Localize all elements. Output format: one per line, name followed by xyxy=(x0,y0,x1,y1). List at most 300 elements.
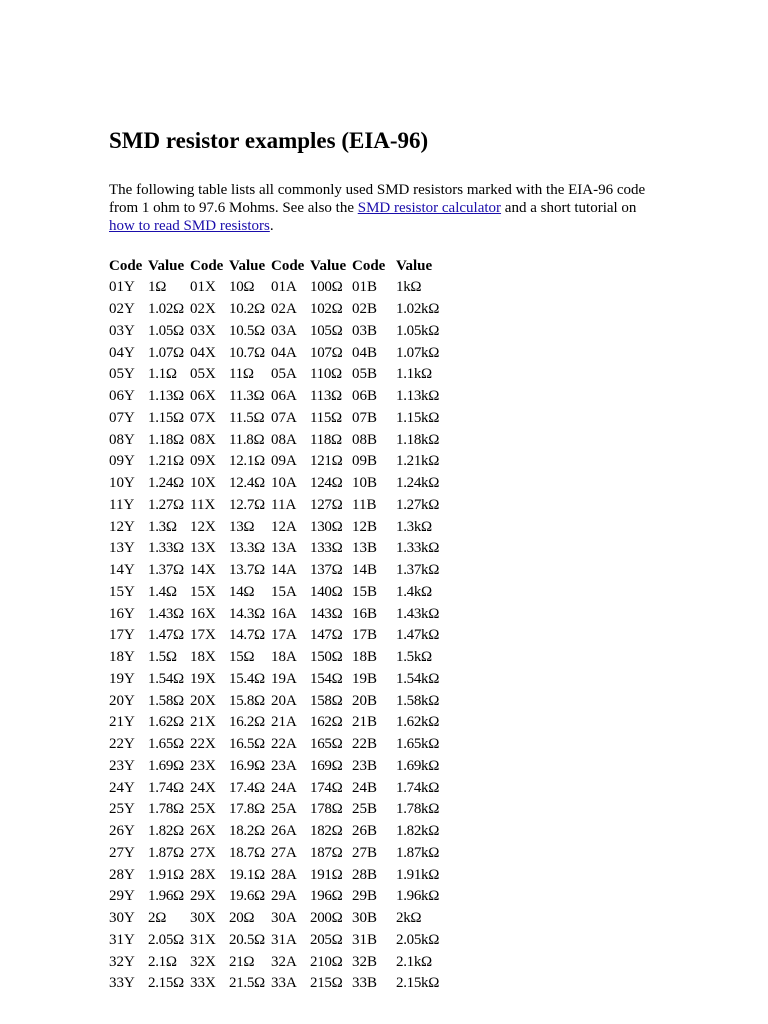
code-cell: 21B xyxy=(352,714,378,731)
code-cell: 04B xyxy=(352,344,378,361)
value-cell: 191Ω xyxy=(310,866,343,883)
table-header-row xyxy=(109,256,456,277)
value-cell: 2.05Ω xyxy=(148,931,184,948)
value-cell: 165Ω xyxy=(310,736,343,753)
value-cell: 1.87Ω xyxy=(148,844,184,861)
smd-resistor-calculator-link[interactable]: SMD resistor calculator xyxy=(357,200,502,216)
table-row xyxy=(109,669,456,691)
value-cell: 1.05Ω xyxy=(148,322,184,339)
code-cell: 26Y xyxy=(109,823,135,840)
code-cell: 22B xyxy=(352,736,378,753)
value-cell: 15.4Ω xyxy=(229,670,265,687)
code-cell: 24A xyxy=(271,779,297,796)
code-cell: 29B xyxy=(352,888,378,905)
code-cell: 10X xyxy=(190,475,216,492)
code-cell: 01A xyxy=(271,279,297,296)
value-cell: 1.33kΩ xyxy=(396,540,440,557)
value-cell: 205Ω xyxy=(310,931,343,948)
value-cell: 10.2Ω xyxy=(229,301,265,318)
code-cell: 19A xyxy=(271,670,297,687)
code-cell: 03X xyxy=(190,322,216,339)
value-cell: 1.87kΩ xyxy=(396,844,440,861)
code-cell: 32A xyxy=(271,953,297,970)
code-cell: 02Y xyxy=(109,301,135,318)
how-to-read-smd-resistors-link[interactable]: how to read SMD resistors xyxy=(109,218,270,234)
code-cell: 02B xyxy=(352,301,378,318)
value-cell: 1.47kΩ xyxy=(396,627,440,644)
value-cell: 1.74kΩ xyxy=(396,779,440,796)
value-cell: 14.7Ω xyxy=(229,627,265,644)
value-cell: 1.5kΩ xyxy=(396,649,432,666)
code-cell: 27A xyxy=(271,844,297,861)
code-cell: 16Y xyxy=(109,605,135,622)
value-cell: 21Ω xyxy=(229,953,255,970)
value-cell: 196Ω xyxy=(310,888,343,905)
value-cell: 1.27Ω xyxy=(148,496,184,513)
table-row xyxy=(109,408,456,430)
code-cell: 02A xyxy=(271,301,297,318)
table-row xyxy=(109,538,456,560)
value-cell: 1.65Ω xyxy=(148,736,184,753)
value-cell: 20Ω xyxy=(229,910,255,927)
code-cell: 05A xyxy=(271,366,297,383)
value-cell: 16.5Ω xyxy=(229,736,265,753)
value-cell: 16.9Ω xyxy=(229,757,265,774)
code-cell: 14A xyxy=(271,562,297,579)
code-cell: 23Y xyxy=(109,757,135,774)
table-row xyxy=(109,973,456,995)
value-cell: 21.5Ω xyxy=(229,975,265,992)
code-cell: 11A xyxy=(271,496,297,513)
value-cell: 1.21kΩ xyxy=(396,453,440,470)
value-cell: 1.96kΩ xyxy=(396,888,440,905)
code-cell: 16B xyxy=(352,605,378,622)
value-cell: 133Ω xyxy=(310,540,343,557)
table-row xyxy=(109,843,456,865)
code-cell: 05B xyxy=(352,366,378,383)
table-row xyxy=(109,908,456,930)
code-cell: 20X xyxy=(190,692,216,709)
value-cell: 12.1Ω xyxy=(229,453,265,470)
code-cell: 10B xyxy=(352,475,378,492)
value-cell: 14.3Ω xyxy=(229,605,265,622)
table-row xyxy=(109,777,456,799)
value-cell: 1.62Ω xyxy=(148,714,184,731)
table-row xyxy=(109,712,456,734)
value-cell: 12.7Ω xyxy=(229,496,265,513)
table-row xyxy=(109,321,456,343)
value-cell: 169Ω xyxy=(310,757,343,774)
value-cell: 1.58kΩ xyxy=(396,692,440,709)
code-cell: 33X xyxy=(190,975,216,992)
value-cell: 1Ω xyxy=(148,279,167,296)
code-cell: 31X xyxy=(190,931,216,948)
code-cell: 30A xyxy=(271,910,297,927)
code-cell: 15A xyxy=(271,583,297,600)
value-cell: 14Ω xyxy=(229,583,255,600)
code-cell: 11Y xyxy=(109,496,135,513)
intro-text-end: . xyxy=(269,218,274,234)
column-header-value: Value xyxy=(310,258,347,274)
code-cell: 24Y xyxy=(109,779,135,796)
table-row xyxy=(109,603,456,625)
table-row xyxy=(109,277,456,299)
code-cell: 32X xyxy=(190,953,216,970)
table-row xyxy=(109,451,456,473)
code-cell: 11X xyxy=(190,496,216,513)
value-cell: 130Ω xyxy=(310,518,343,535)
code-cell: 26B xyxy=(352,823,378,840)
code-cell: 13A xyxy=(271,540,297,557)
value-cell: 2.05kΩ xyxy=(396,931,440,948)
value-cell: 1.07Ω xyxy=(148,344,184,361)
code-cell: 04A xyxy=(271,344,297,361)
value-cell: 1.24kΩ xyxy=(396,475,440,492)
value-cell: 100Ω xyxy=(310,279,343,296)
code-cell: 04X xyxy=(190,344,216,361)
value-cell: 162Ω xyxy=(310,714,343,731)
code-cell: 08X xyxy=(190,431,216,448)
value-cell: 210Ω xyxy=(310,953,343,970)
value-cell: 16.2Ω xyxy=(229,714,265,731)
code-cell: 12A xyxy=(271,518,297,535)
value-cell: 2.15Ω xyxy=(148,975,184,992)
value-cell: 1.1Ω xyxy=(148,366,177,383)
value-cell: 15.8Ω xyxy=(229,692,265,709)
code-cell: 27B xyxy=(352,844,378,861)
value-cell: 215Ω xyxy=(310,975,343,992)
code-cell: 20Y xyxy=(109,692,135,709)
code-cell: 19Y xyxy=(109,670,135,687)
code-cell: 31Y xyxy=(109,931,135,948)
value-cell: 182Ω xyxy=(310,823,343,840)
code-cell: 10Y xyxy=(109,475,135,492)
value-cell: 2.15kΩ xyxy=(396,975,440,992)
value-cell: 1.65kΩ xyxy=(396,736,440,753)
code-cell: 23A xyxy=(271,757,297,774)
resistor-code-table xyxy=(109,256,456,995)
code-cell: 03A xyxy=(271,322,297,339)
value-cell: 17.8Ω xyxy=(229,801,265,818)
value-cell: 13.7Ω xyxy=(229,562,265,579)
code-cell: 27X xyxy=(190,844,216,861)
code-cell: 25A xyxy=(271,801,297,818)
table-row xyxy=(109,647,456,669)
code-cell: 20A xyxy=(271,692,297,709)
value-cell: 121Ω xyxy=(310,453,343,470)
value-cell: 137Ω xyxy=(310,562,343,579)
value-cell: 107Ω xyxy=(310,344,343,361)
value-cell: 10.5Ω xyxy=(229,322,265,339)
code-cell: 07A xyxy=(271,409,297,426)
code-cell: 10A xyxy=(271,475,297,492)
value-cell: 200Ω xyxy=(310,910,343,927)
value-cell: 11.5Ω xyxy=(229,409,265,426)
value-cell: 1.37Ω xyxy=(148,562,184,579)
code-cell: 32Y xyxy=(109,953,135,970)
value-cell: 1.54kΩ xyxy=(396,670,440,687)
value-cell: 20.5Ω xyxy=(229,931,265,948)
code-cell: 25B xyxy=(352,801,378,818)
value-cell: 140Ω xyxy=(310,583,343,600)
value-cell: 1.02kΩ xyxy=(396,301,440,318)
value-cell: 1kΩ xyxy=(396,279,422,296)
value-cell: 19.1Ω xyxy=(229,866,265,883)
code-cell: 09A xyxy=(271,453,297,470)
code-cell: 17A xyxy=(271,627,297,644)
code-cell: 21A xyxy=(271,714,297,731)
code-cell: 15X xyxy=(190,583,216,600)
table-row xyxy=(109,429,456,451)
code-cell: 01X xyxy=(190,279,216,296)
code-cell: 05Y xyxy=(109,366,135,383)
code-cell: 21X xyxy=(190,714,216,731)
value-cell: 1.15kΩ xyxy=(396,409,440,426)
code-cell: 31A xyxy=(271,931,297,948)
table-row xyxy=(109,690,456,712)
code-cell: 08A xyxy=(271,431,297,448)
code-cell: 16X xyxy=(190,605,216,622)
value-cell: 147Ω xyxy=(310,627,343,644)
code-cell: 16A xyxy=(271,605,297,622)
code-cell: 25Y xyxy=(109,801,135,818)
value-cell: 2Ω xyxy=(148,910,167,927)
value-cell: 13.3Ω xyxy=(229,540,265,557)
value-cell: 178Ω xyxy=(310,801,343,818)
value-cell: 115Ω xyxy=(310,409,342,426)
value-cell: 18.2Ω xyxy=(229,823,265,840)
code-cell: 03Y xyxy=(109,322,135,339)
table-row xyxy=(109,864,456,886)
code-cell: 18B xyxy=(352,649,378,666)
value-cell: 1.37kΩ xyxy=(396,562,440,579)
code-cell: 14X xyxy=(190,562,216,579)
column-header-code: Code xyxy=(190,258,224,274)
table-row xyxy=(109,342,456,364)
table-row xyxy=(109,756,456,778)
value-cell: 10Ω xyxy=(229,279,255,296)
table-row xyxy=(109,930,456,952)
value-cell: 1.82Ω xyxy=(148,823,184,840)
code-cell: 22X xyxy=(190,736,216,753)
value-cell: 1.62kΩ xyxy=(396,714,440,731)
value-cell: 1.4Ω xyxy=(148,583,177,600)
code-cell: 01B xyxy=(352,279,378,296)
code-cell: 23B xyxy=(352,757,378,774)
value-cell: 1.27kΩ xyxy=(396,496,440,513)
value-cell: 105Ω xyxy=(310,322,343,339)
intro-paragraph xyxy=(109,181,649,235)
value-cell: 1.74Ω xyxy=(148,779,184,796)
table-row xyxy=(109,473,456,495)
code-cell: 19X xyxy=(190,670,216,687)
code-cell: 05X xyxy=(190,366,216,383)
code-cell: 31B xyxy=(352,931,378,948)
code-cell: 13B xyxy=(352,540,378,557)
code-cell: 14Y xyxy=(109,562,135,579)
code-cell: 18Y xyxy=(109,649,135,666)
page-title: SMD resistor examples (EIA-96) xyxy=(109,128,429,153)
code-cell: 28B xyxy=(352,866,378,883)
code-cell: 08B xyxy=(352,431,378,448)
code-cell: 28Y xyxy=(109,866,135,883)
code-cell: 09Y xyxy=(109,453,135,470)
code-cell: 04Y xyxy=(109,344,135,361)
value-cell: 1.96Ω xyxy=(148,888,184,905)
code-cell: 17Y xyxy=(109,627,135,644)
value-cell: 187Ω xyxy=(310,844,343,861)
value-cell: 11Ω xyxy=(229,366,254,383)
code-cell: 18X xyxy=(190,649,216,666)
table-row xyxy=(109,886,456,908)
code-cell: 27Y xyxy=(109,844,135,861)
code-cell: 26A xyxy=(271,823,297,840)
table-row xyxy=(109,582,456,604)
value-cell: 11.3Ω xyxy=(229,388,265,405)
value-cell: 11.8Ω xyxy=(229,431,265,448)
code-cell: 13X xyxy=(190,540,216,557)
code-cell: 25X xyxy=(190,801,216,818)
code-cell: 15B xyxy=(352,583,378,600)
code-cell: 33A xyxy=(271,975,297,992)
value-cell: 15Ω xyxy=(229,649,255,666)
value-cell: 1.02Ω xyxy=(148,301,184,318)
value-cell: 174Ω xyxy=(310,779,343,796)
code-cell: 09B xyxy=(352,453,378,470)
code-cell: 07Y xyxy=(109,409,135,426)
value-cell: 19.6Ω xyxy=(229,888,265,905)
code-cell: 22A xyxy=(271,736,297,753)
value-cell: 1.18kΩ xyxy=(396,431,440,448)
value-cell: 1.78kΩ xyxy=(396,801,440,818)
value-cell: 110Ω xyxy=(310,366,342,383)
code-cell: 17X xyxy=(190,627,216,644)
table-body xyxy=(109,277,456,995)
value-cell: 1.3kΩ xyxy=(396,518,432,535)
code-cell: 06X xyxy=(190,388,216,405)
table-row xyxy=(109,734,456,756)
column-header-value: Value xyxy=(148,258,185,274)
column-header-code: Code xyxy=(352,258,386,274)
value-cell: 1.91Ω xyxy=(148,866,184,883)
code-cell: 13Y xyxy=(109,540,135,557)
value-cell: 1.13kΩ xyxy=(396,388,440,405)
code-cell: 20B xyxy=(352,692,378,709)
code-cell: 15Y xyxy=(109,583,135,600)
value-cell: 1.78Ω xyxy=(148,801,184,818)
value-cell: 1.58Ω xyxy=(148,692,184,709)
table-row xyxy=(109,951,456,973)
code-cell: 06A xyxy=(271,388,297,405)
value-cell: 1.47Ω xyxy=(148,627,184,644)
code-cell: 24B xyxy=(352,779,378,796)
value-cell: 1.4kΩ xyxy=(396,583,432,600)
value-cell: 2.1Ω xyxy=(148,953,177,970)
table-row xyxy=(109,799,456,821)
table-row xyxy=(109,386,456,408)
table-row xyxy=(109,516,456,538)
code-cell: 17B xyxy=(352,627,378,644)
value-cell: 1.21Ω xyxy=(148,453,184,470)
value-cell: 2.1kΩ xyxy=(396,953,432,970)
table-row xyxy=(109,821,456,843)
column-header-value: Value xyxy=(396,258,433,274)
code-cell: 12X xyxy=(190,518,216,535)
column-header-code: Code xyxy=(271,258,305,274)
value-cell: 1.07kΩ xyxy=(396,344,440,361)
value-cell: 1.24Ω xyxy=(148,475,184,492)
column-header-code: Code xyxy=(109,258,143,274)
code-cell: 12Y xyxy=(109,518,135,535)
value-cell: 1.15Ω xyxy=(148,409,184,426)
code-cell: 32B xyxy=(352,953,378,970)
code-cell: 14B xyxy=(352,562,378,579)
code-cell: 07X xyxy=(190,409,216,426)
value-cell: 102Ω xyxy=(310,301,343,318)
value-cell: 1.13Ω xyxy=(148,388,184,405)
code-cell: 06B xyxy=(352,388,378,405)
code-cell: 23X xyxy=(190,757,216,774)
value-cell: 158Ω xyxy=(310,692,343,709)
code-cell: 07B xyxy=(352,409,378,426)
code-cell: 21Y xyxy=(109,714,135,731)
code-cell: 18A xyxy=(271,649,297,666)
value-cell: 2kΩ xyxy=(396,910,422,927)
table-row xyxy=(109,495,456,517)
table-row xyxy=(109,625,456,647)
value-cell: 1.18Ω xyxy=(148,431,184,448)
code-cell: 01Y xyxy=(109,279,135,296)
code-cell: 30B xyxy=(352,910,378,927)
value-cell: 18.7Ω xyxy=(229,844,265,861)
code-cell: 08Y xyxy=(109,431,135,448)
value-cell: 143Ω xyxy=(310,605,343,622)
value-cell: 1.69kΩ xyxy=(396,757,440,774)
column-header-value: Value xyxy=(229,258,266,274)
code-cell: 28X xyxy=(190,866,216,883)
code-cell: 11B xyxy=(352,496,377,513)
code-cell: 22Y xyxy=(109,736,135,753)
code-cell: 03B xyxy=(352,322,378,339)
code-cell: 12B xyxy=(352,518,378,535)
value-cell: 1.3Ω xyxy=(148,518,177,535)
table-row xyxy=(109,299,456,321)
document-page xyxy=(109,126,669,995)
code-cell: 24X xyxy=(190,779,216,796)
code-cell: 29A xyxy=(271,888,297,905)
value-cell: 1.43kΩ xyxy=(396,605,440,622)
code-cell: 30Y xyxy=(109,910,135,927)
value-cell: 13Ω xyxy=(229,518,255,535)
value-cell: 154Ω xyxy=(310,670,343,687)
value-cell: 1.5Ω xyxy=(148,649,177,666)
value-cell: 113Ω xyxy=(310,388,342,405)
value-cell: 1.05kΩ xyxy=(396,322,440,339)
value-cell: 1.91kΩ xyxy=(396,866,440,883)
code-cell: 33B xyxy=(352,975,378,992)
value-cell: 118Ω xyxy=(310,431,342,448)
value-cell: 1.1kΩ xyxy=(396,366,432,383)
table-row xyxy=(109,560,456,582)
code-cell: 29X xyxy=(190,888,216,905)
intro-text-start: The following table lists all commonly used SMD resistors marked with the EIA-96 code from 1 ohm to 97.6 Mohms. See also the xyxy=(109,182,646,216)
value-cell: 17.4Ω xyxy=(229,779,265,796)
code-cell: 33Y xyxy=(109,975,135,992)
intro-text-middle: and a short tutorial on xyxy=(501,200,637,216)
code-cell: 02X xyxy=(190,301,216,318)
code-cell: 09X xyxy=(190,453,216,470)
value-cell: 1.43Ω xyxy=(148,605,184,622)
